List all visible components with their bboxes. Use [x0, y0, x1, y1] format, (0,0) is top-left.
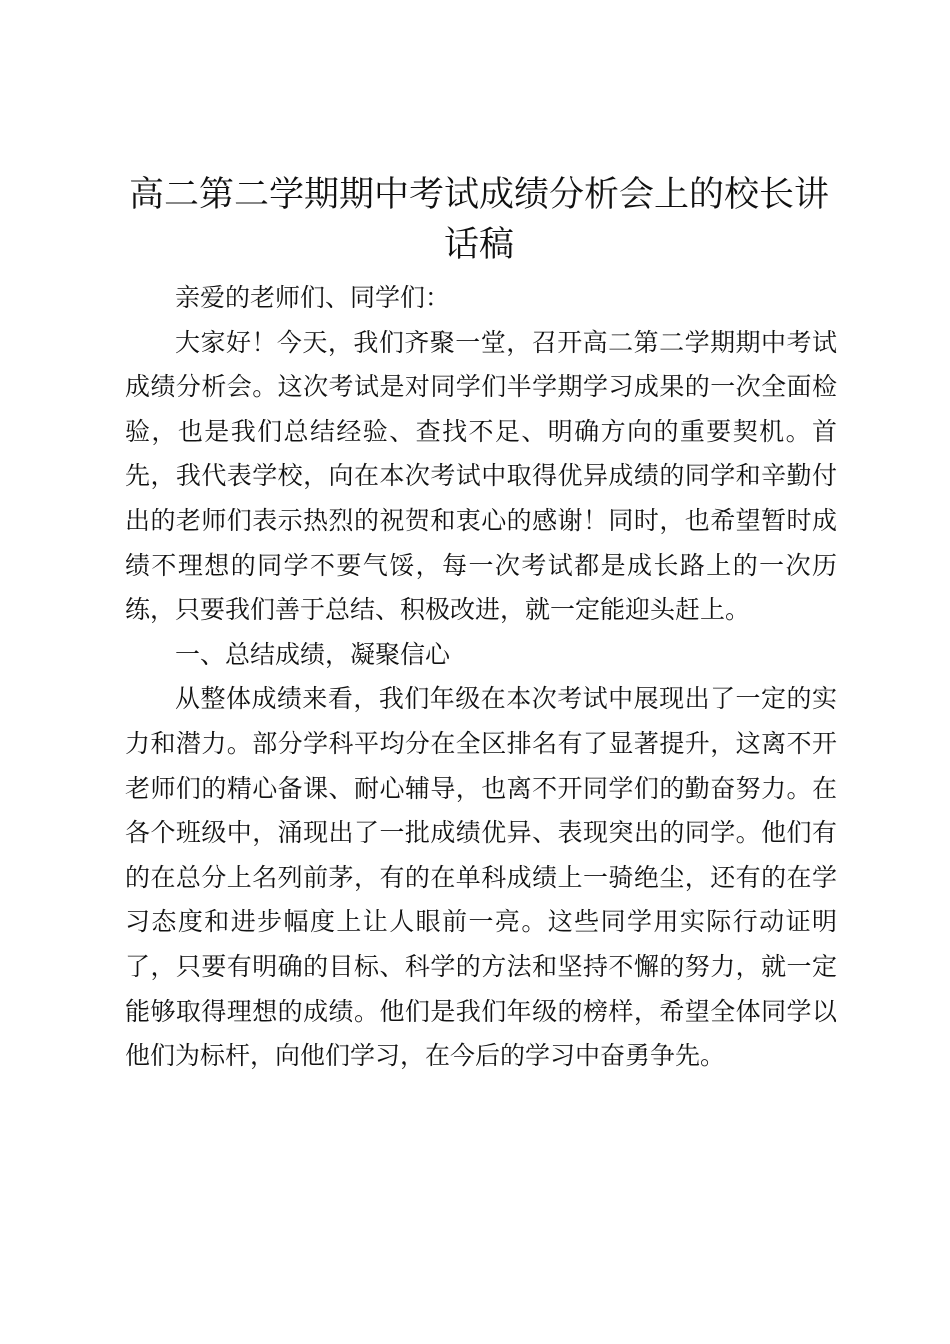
greeting-paragraph: 亲爱的老师们、同学们：: [175, 283, 451, 312]
section-paragraph: 从整体成绩来看，我们年级在本次考试中展现出了一定的实力和潜力。部分学科平均分在全区排名有了显著提升，这离不开老师们的精心备课、耐心辅导，也离不开同学们的勤奋努力。在各个班级中，涌现出了一批成绩优异、表现突出的同学。他们有的在总分上名列前茅，有的在单科成绩上一骑绝尘，还有的在学习态度和进步幅度上让人眼前一亮。这些同学用实际行动证明了，只要有明确的目标、科学的方法和坚持不懈的努力，就一定能够取得理想的成绩。他们是我们年级的榜样，希望全体同学以他们为标杆，向他们学习，在今后的学习中奋勇争先。: [125, 684, 837, 1071]
section-heading: 一、总结成绩，凝聚信心: [175, 639, 451, 669]
opening-paragraph: 大家好！今天，我们齐聚一堂，召开高二第二学期期中考试成绩分析会。这次考试是对同学们半学期学习成果的一次全面检验，也是我们总结经验、查找不足、明确方向的重要契机。首先，我代表学校，向在本次考试中取得优异成绩的同学和辛勤付出的老师们表示热烈的祝贺和衷心的感谢！同时，也希望暂时成绩不理想的同学不要气馁，每一次考试都是成长路上的一次历练，只要我们善于总结、积极改进，就一定能迎头赶上。: [125, 327, 837, 625]
document-body: [125, 276, 837, 1079]
document-title: 高二第二学期期中考试成绩分析会上的校长讲话稿: [128, 175, 829, 265]
